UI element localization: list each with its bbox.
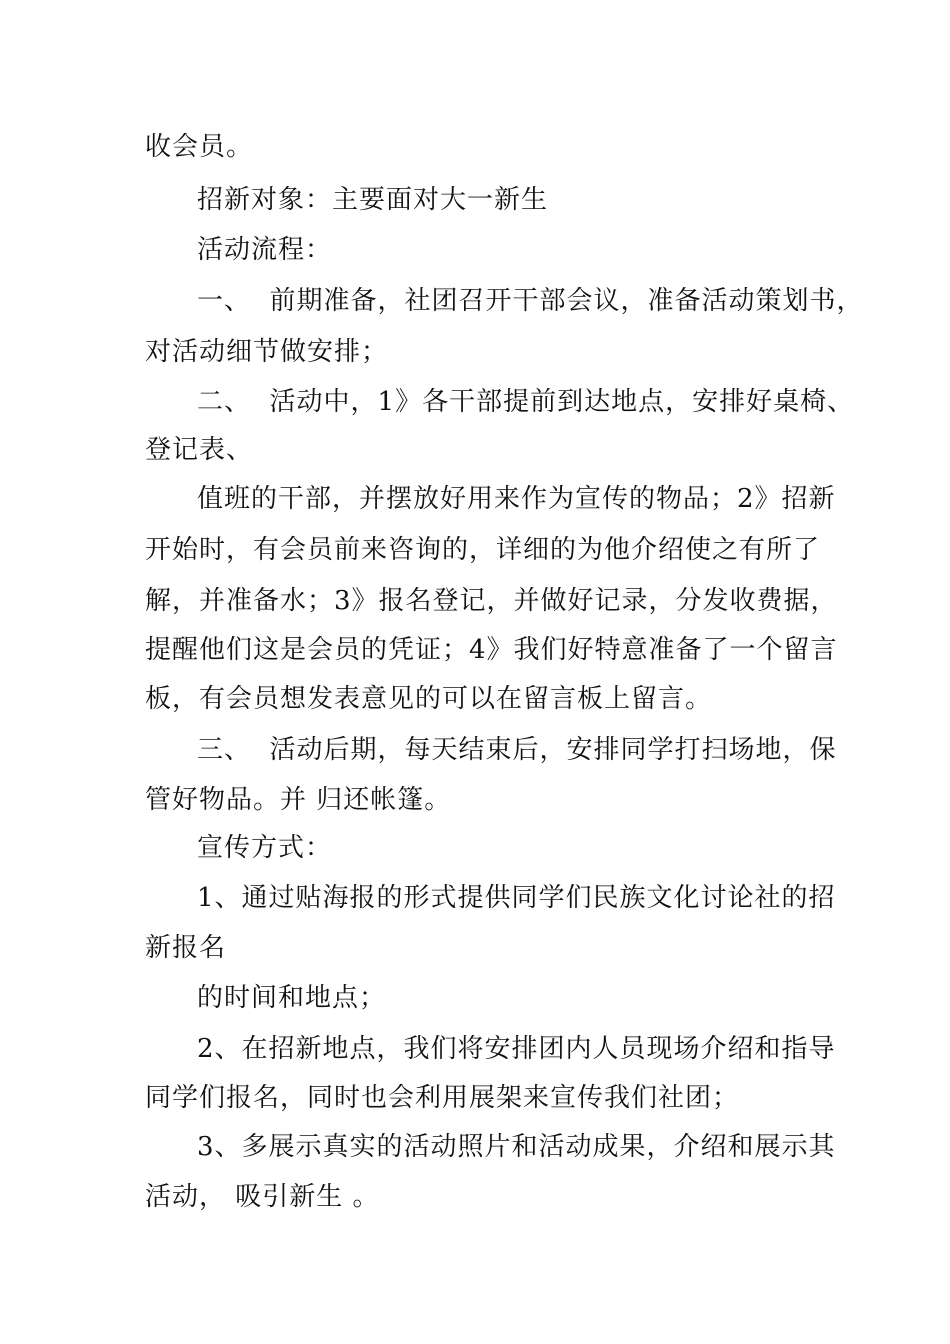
step-three-line: 三、 活动后期，每天结束后，安排同学打扫场地，保 <box>197 735 837 765</box>
paragraph-line: 板，有会员想发表意见的可以在留言板上留言。 <box>145 684 713 714</box>
step-three-continued: 管好物品。并 归还帐篷。 <box>145 785 452 815</box>
paragraph-line: 提醒他们这是会员的凭证；4》我们好特意准备了一个留言 <box>145 635 838 665</box>
step-one-line: 一、 前期准备，社团召开干部会议，准备活动策划书， <box>197 286 864 316</box>
step-two-line: 二、 活动中，1》各干部提前到达地点，安排好桌椅、 <box>197 387 855 417</box>
text-line-1: 收会员。 <box>145 132 254 162</box>
activity-flow-heading: 活动流程： <box>197 235 333 265</box>
paragraph-line: 开始时，有会员前来咨询的，详细的为他介绍使之有所了 <box>145 535 821 565</box>
promotion-item-3: 3、多展示真实的活动照片和活动成果，介绍和展示其 <box>197 1132 836 1162</box>
promotion-heading: 宣传方式： <box>197 833 333 863</box>
promotion-item-2-continued: 同学们报名，同时也会利用展架来宣传我们社团； <box>145 1083 740 1113</box>
step-two-continued: 登记表、 <box>145 435 254 465</box>
promotion-item-1-continued: 的时间和地点； <box>197 983 387 1013</box>
promotion-item-1-continued: 新报名 <box>145 933 227 963</box>
step-one-continued: 对活动细节做安排； <box>145 337 389 367</box>
paragraph-line: 值班的干部，并摆放好用来作为宣传的物品；2》招新 <box>197 484 836 514</box>
recruit-target-line: 招新对象：主要面对大一新生 <box>197 185 549 215</box>
promotion-item-2: 2、在招新地点，我们将安排团内人员现场介绍和指导 <box>197 1034 836 1064</box>
paragraph-line: 解，并准备水；3》报名登记，并做好记录，分发收费据， <box>145 586 838 616</box>
promotion-item-3-continued: 活动， 吸引新生 。 <box>145 1182 380 1212</box>
promotion-item-1: 1、通过贴海报的形式提供同学们民族文化讨论社的招 <box>197 883 836 913</box>
